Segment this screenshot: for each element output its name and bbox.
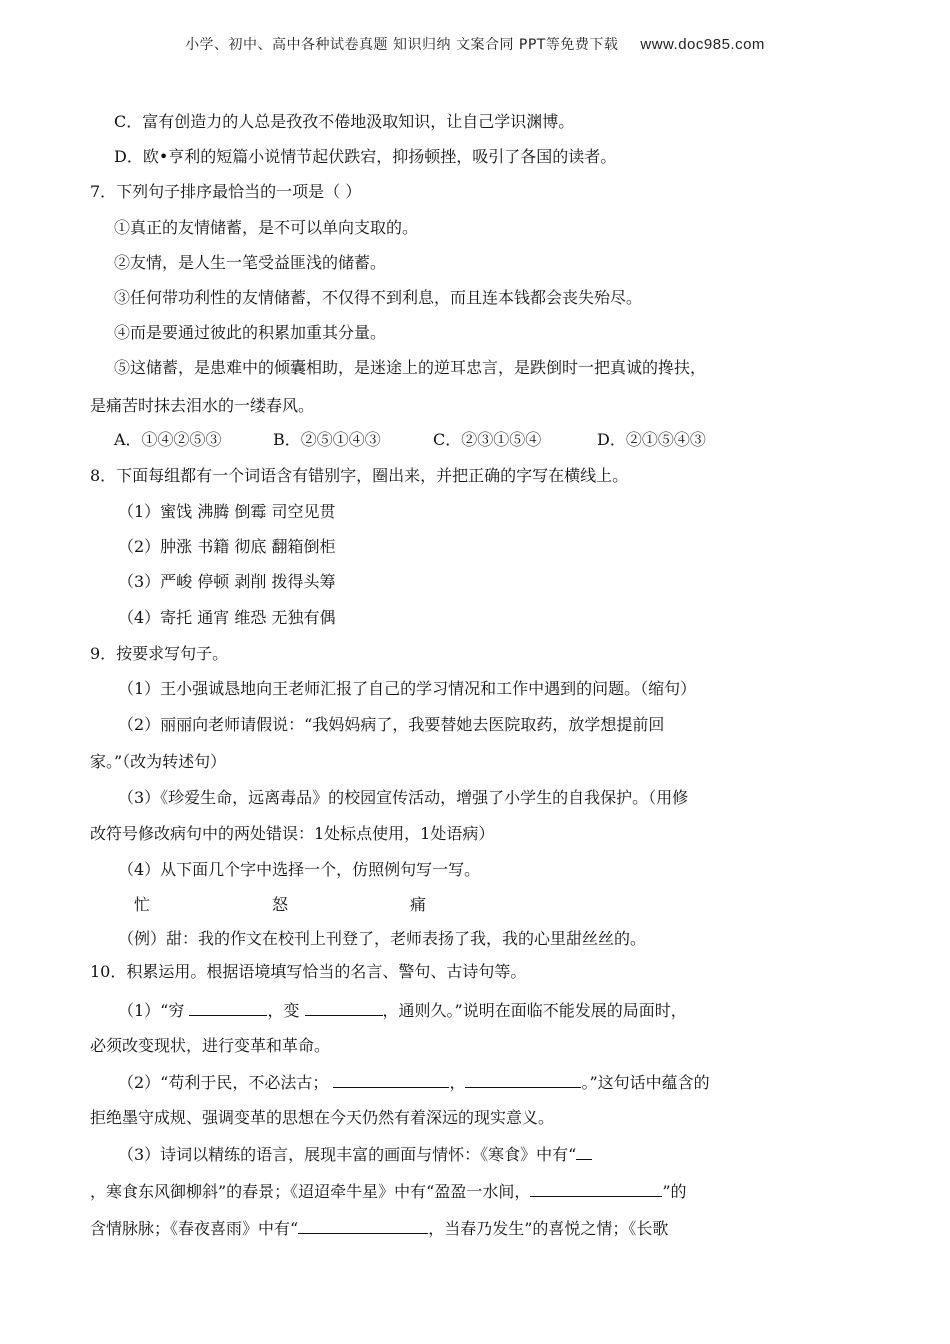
q10-p3b-end: ”的	[662, 1182, 687, 1201]
q6-option-c: C．富有创造力的人总是孜孜不倦地汲取知识，让自己学识渊博。	[114, 112, 575, 131]
q10-blank-3[interactable]	[333, 1071, 449, 1088]
q10-part-1	[118, 999, 687, 1022]
q7-sentence-2: ②友情，是人生一笔受益匪浅的储蓄。	[114, 253, 387, 272]
q9-char-choices	[134, 894, 426, 916]
q7-sentence-1: ①真正的友情储蓄，是不可以单向支取的。	[114, 218, 419, 237]
q10-p2-post: 。”这句话中蕴含的	[581, 1073, 710, 1092]
q10-blank-1[interactable]	[189, 999, 267, 1016]
q8-group-2: （2）肿涨 书籍 彻底 翻箱倒柜	[118, 537, 336, 556]
q10-blank-5[interactable]	[576, 1143, 592, 1160]
q7-sentence-5a: ⑤这储蓄，是患难中的倾囊相助，是迷途上的逆耳忠言，是跌倒时一把真诚的搀扶，	[114, 358, 707, 377]
q7-options	[114, 429, 706, 451]
q9-part-2b: 家。”（改为转述句）	[90, 752, 227, 771]
q7-option-c: C．②③①⑤④	[433, 430, 542, 449]
q9-char-2: 怒	[272, 895, 289, 914]
q7-sentence-4: ④而是要通过彼此的积累加重其分量。	[114, 323, 387, 342]
q10-blank-7[interactable]	[298, 1217, 428, 1234]
page-header	[0, 34, 950, 54]
q10-p2-mid: ，	[449, 1073, 466, 1092]
q9-part-1: （1）王小强诚恳地向王老师汇报了自己的学习情况和工作中遇到的问题。（缩句）	[118, 679, 697, 698]
q10-p1-pre: （1）“穷	[118, 1001, 190, 1020]
q8-group-4: （4）寄托 通宵 维恐 无独有偶	[118, 608, 336, 627]
q10-part-2	[118, 1071, 710, 1094]
q8-group-3: （3）严峻 停顿 剥削 拨得头筹	[118, 572, 336, 591]
q10-p3c-post: ，当春乃发生”的喜悦之情；《长歌	[428, 1219, 669, 1238]
q10-p3a-text: （3）诗词以精练的语言，展现丰富的画面与情怀：《寒食》中有“	[118, 1145, 577, 1164]
q10-p2-pre: （2）“苟利于民，不必法古；	[118, 1073, 334, 1092]
q9-char-1: 忙	[134, 895, 151, 914]
q8-group-1: （1）蜜饯 沸腾 倒霉 司空见贯	[118, 502, 336, 521]
q10-blank-6[interactable]	[530, 1180, 662, 1197]
q9-char-3: 痛	[410, 895, 427, 914]
q10-part-3b	[90, 1180, 687, 1203]
q9-part-3b: 改符号修改病句中的两处错误：1处标点使用，1处语病）	[90, 824, 495, 843]
q7-option-b: B．②⑤①④③	[273, 430, 381, 449]
q7-stem: 7．下列句子排序最恰当的一项是（ ）	[90, 182, 362, 201]
q9-part-2a: （2）丽丽向老师请假说：“我妈妈病了，我要替她去医院取药，放学想提前回	[118, 715, 665, 734]
q10-blank-2[interactable]	[305, 999, 383, 1016]
q10-part-3c	[90, 1217, 668, 1240]
q10-part-2b: 拒绝墨守成规、强调变革的思想在今天仍然有着深远的现实意义。	[90, 1108, 555, 1127]
q6-option-d: D．欧•亨利的短篇小说情节起伏跌宕，抑扬顿挫，吸引了各国的读者。	[114, 147, 617, 166]
q10-p1-post: ，通则久。”说明在面临不能发展的局面时，	[382, 1001, 687, 1020]
q7-sentence-5b: 是痛苦时抹去泪水的一缕春风。	[90, 396, 315, 415]
q10-p1-mid: ，变	[267, 1001, 305, 1020]
q10-p3b-text: ，寒食东风御柳斜”的春景；《迢迢牵牛星》中有“盈盈一水间，	[90, 1182, 531, 1201]
q10-part-3a	[118, 1143, 592, 1166]
q10-blank-4[interactable]	[465, 1071, 581, 1088]
header-text: 小学、初中、高中各种试卷真题 知识归纳 文案合同 PPT等免费下载	[185, 37, 619, 53]
q9-part-3a: （3）《珍爱生命，远离毒品》的校园宣传活动，增强了小学生的自我保护。（用修	[118, 788, 689, 807]
q7-sentence-3: ③任何带功利性的友情储蓄，不仅得不到利息，而且连本钱都会丧失殆尽。	[114, 288, 643, 307]
q10-stem: 10．积累运用。根据语境填写恰当的名言、警句、古诗句等。	[90, 962, 527, 981]
q9-part-4: （4）从下面几个字中选择一个，仿照例句写一写。	[118, 860, 481, 879]
q9-stem: 9．按要求写句子。	[90, 644, 229, 663]
q10-part-1b: 必须改变现状，进行变革和革命。	[90, 1036, 331, 1055]
q10-p3c-pre: 含情脉脉；《春夜喜雨》中有“	[90, 1219, 299, 1238]
q8-stem: 8．下面每组都有一个词语含有错别字，圈出来，并把正确的字写在横线上。	[90, 466, 629, 485]
q7-option-a: A．①④②⑤③	[114, 430, 222, 449]
q7-option-d: D．②①⑤④③	[597, 430, 706, 449]
header-url[interactable]: www.doc985.com	[640, 36, 765, 53]
q9-example: （例）甜：我的作文在校刊上刊登了，老师表扬了我，我的心里甜丝丝的。	[118, 929, 647, 948]
